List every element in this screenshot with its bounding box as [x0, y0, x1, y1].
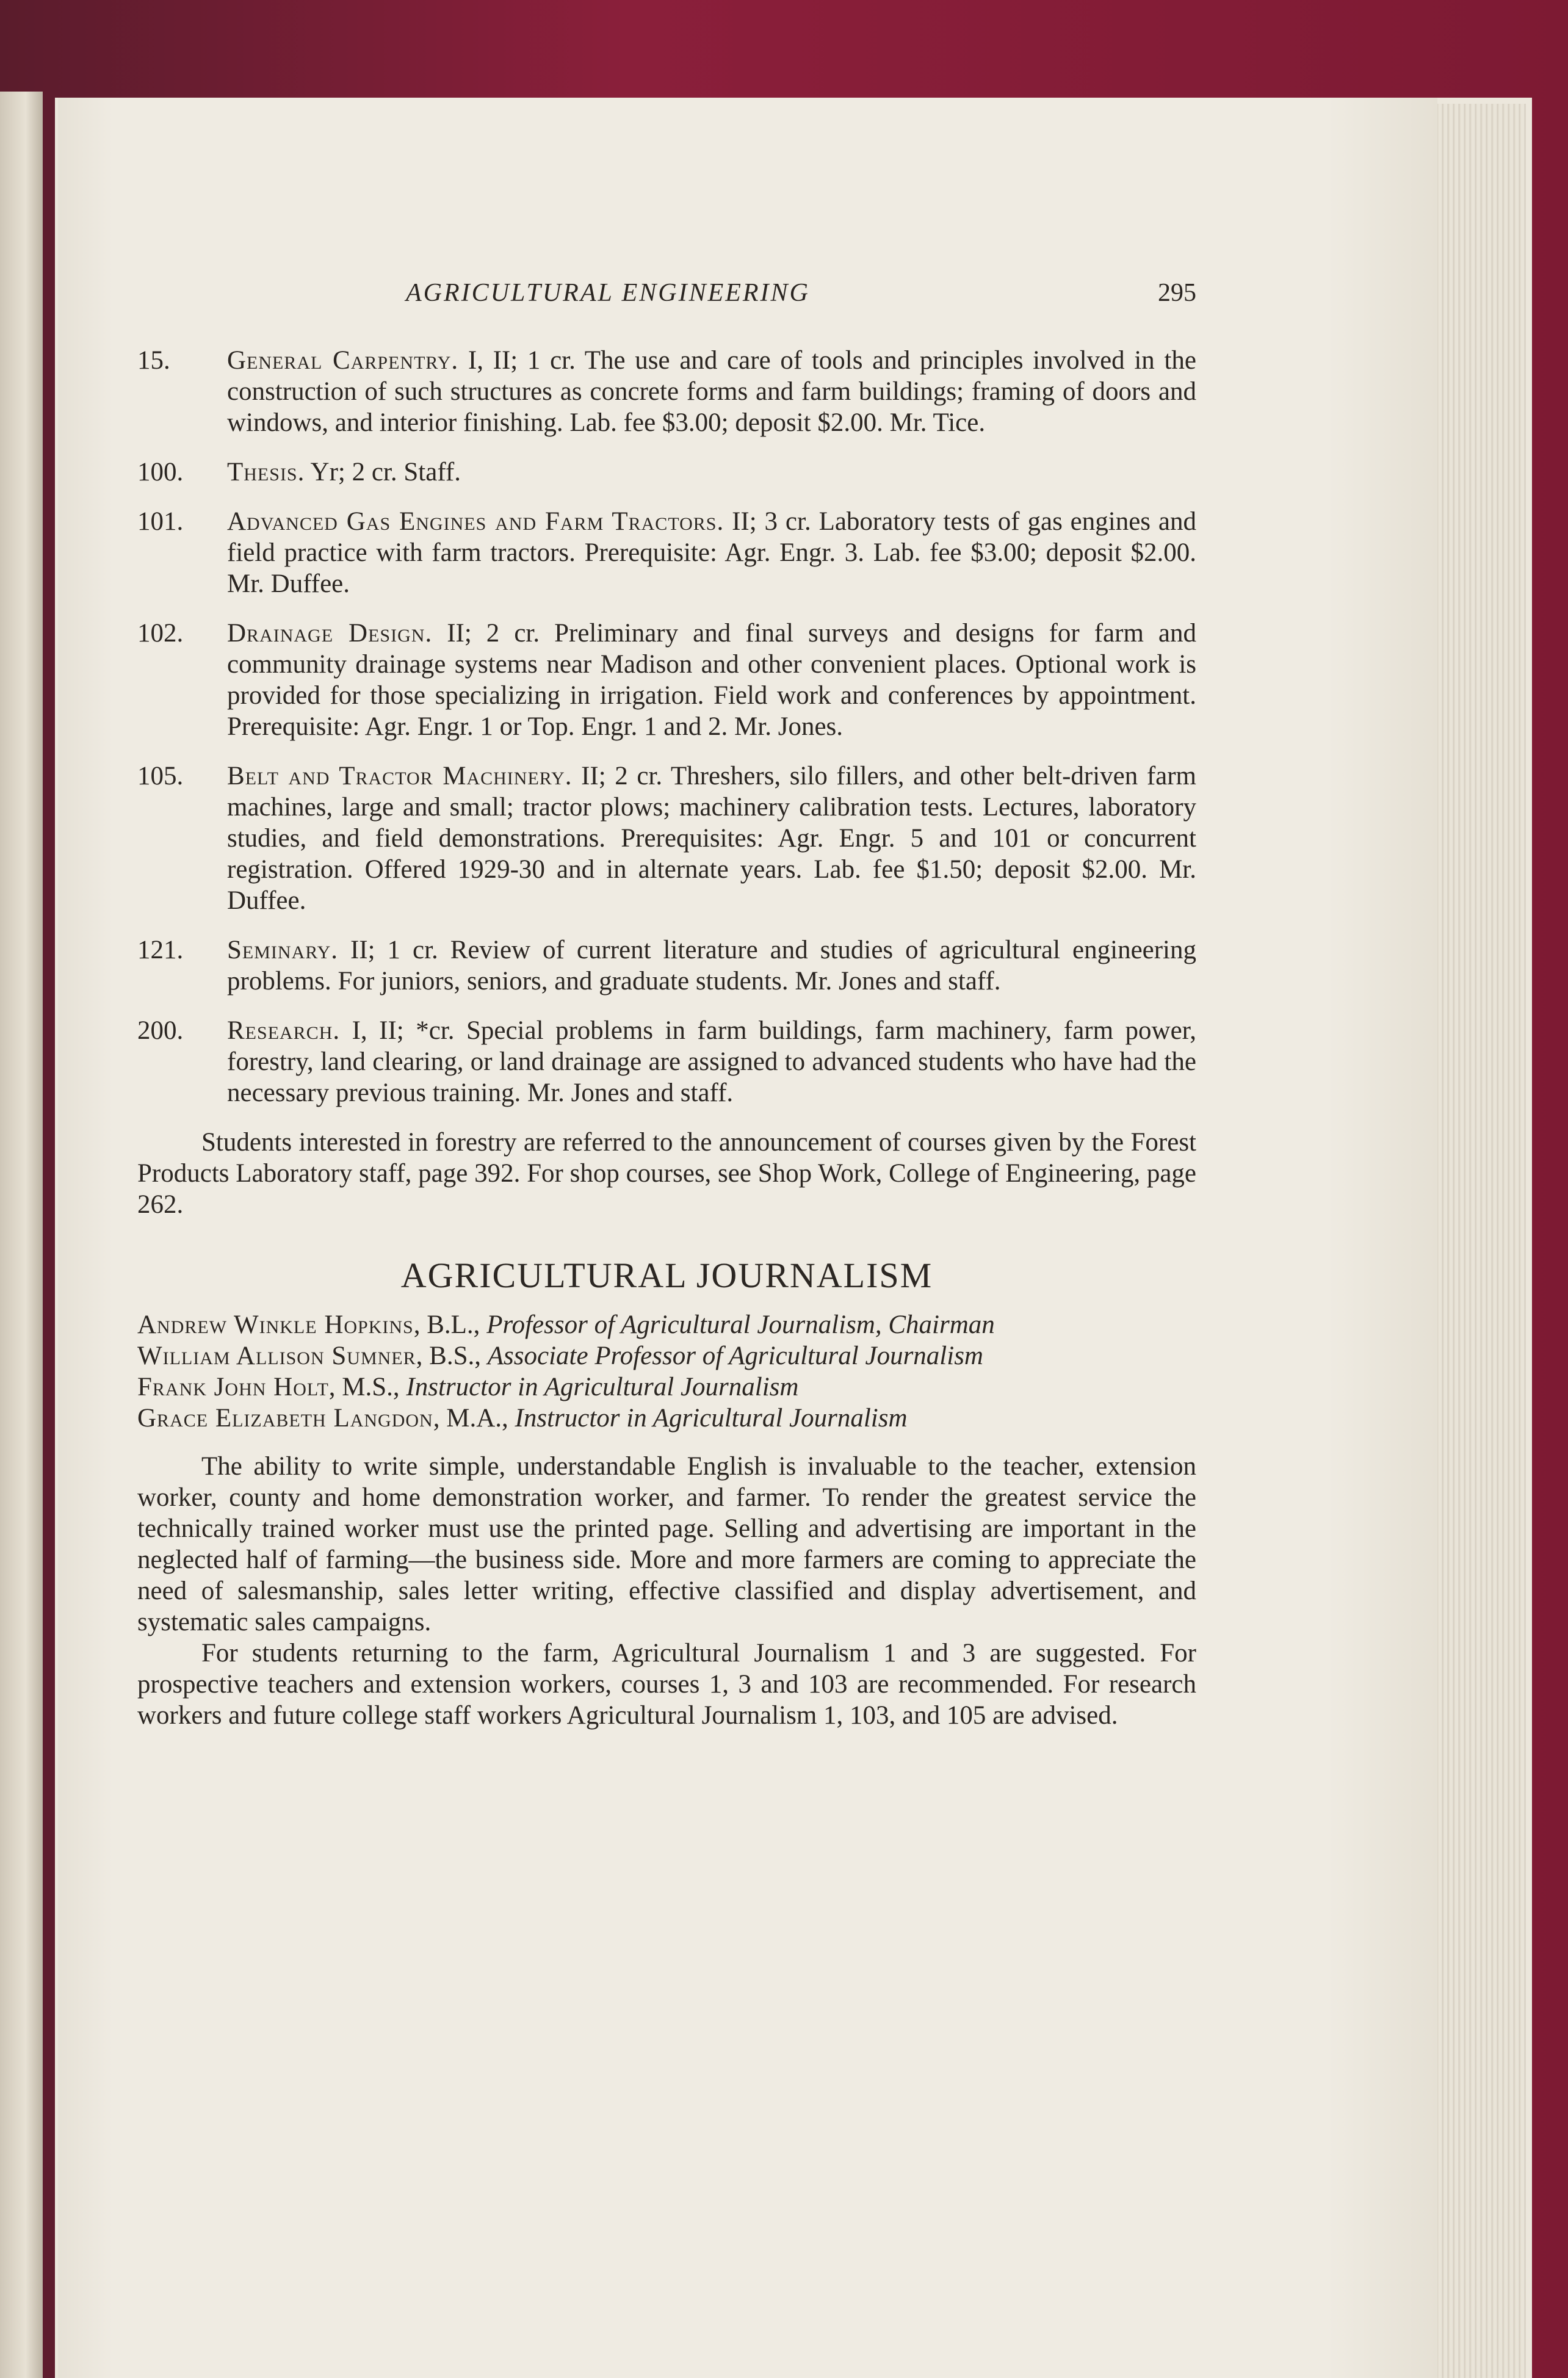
staff-entry [137, 1309, 1196, 1340]
course-number: 100. [137, 458, 184, 486]
staff-entry [137, 1403, 1196, 1434]
course-number: 15. [137, 346, 170, 375]
course-title: Drainage Design. [227, 619, 433, 648]
course-description: I, II; *cr. Special problems in farm buildings, farm machinery, farm power, forestry, land clearing, or land drainage are assigned to advanced students who have had the necessary previous training. Mr. Jones and staff. [227, 1016, 1197, 1107]
staff-name: Frank John Holt [137, 1373, 329, 1401]
course-title: General Carpentry. [227, 346, 459, 375]
staff-name: William Allison Sumner [137, 1342, 416, 1370]
course-title: Seminary. [227, 936, 339, 964]
intro-paragraph: For students returning to the farm, Agricultural Journalism 1 and 3 are suggested. For prospective teachers and extension workers, courses 1, 3 and 103 are recommended. For research workers and future college staff workers Agricultural Journalism 1, 103, and 105 are advised. [137, 1639, 1196, 1730]
staff-degree: , M.S., [328, 1373, 406, 1401]
staff-name: Grace Elizabeth Langdon [137, 1404, 433, 1433]
staff-list [137, 1309, 1196, 1434]
staff-title: Instructor in Agricultural Journalism [406, 1373, 799, 1401]
course-number: 102. [137, 619, 184, 648]
running-head [137, 278, 1196, 314]
course-entry [137, 1015, 1196, 1108]
course-description: II; 2 cr. Threshers, silo fillers, and other belt-driven farm machines, large and small; tractor plows; machinery calibration tests. Lectures, laboratory studies, and field demonstrations. Prerequisites: Agr. Engr. 5 and 101 or concurrent registration. Offered 1929-30 and in alternate years. Lab. fee $1.50; deposit $2.00. Mr. Duffee. [227, 762, 1196, 915]
forestry-note: Students interested in forestry are referred to the announcement of courses given by the Forest Products Laboratory staff, page 392. For shop courses, see Shop Work, College of Engineering, page 262. [137, 1128, 1196, 1219]
course-title: Thesis. [227, 458, 305, 486]
previous-page-edge [0, 92, 43, 2378]
course-description: II; 2 cr. Preliminary and final surveys and designs for farm and community drainage systems near Madison and other convenient places. Optional work is provided for those specializing in irrigation. Field work and conferences by appointment. Prerequisite: Agr. Engr. 1 or Top. Engr. 1 and 2. Mr. Jones. [227, 619, 1196, 741]
course-number: 105. [137, 762, 184, 790]
course-entry [137, 345, 1196, 438]
page-content [137, 278, 1196, 1731]
running-head-title: AGRICULTURAL ENGINEERING [406, 279, 810, 307]
course-entry [137, 934, 1196, 997]
staff-degree: , B.L., [413, 1310, 487, 1339]
staff-title: Professor of Agricultural Journalism, Chairman [486, 1310, 995, 1339]
intro-paragraph: The ability to write simple, understandable English is invaluable to the teacher, extension worker, county and home demonstration worker, and farmer. To render the greatest service the technically trained worker must use the printed page. Selling and advertising are important in the neglected half of farming—the business side. More and more farmers are coming to appreciate the need of salesmanship, sales letter writing, effective classified and display advertisement, and systematic sales campaigns. [137, 1452, 1196, 1636]
staff-degree: , M.A., [433, 1404, 515, 1433]
course-entry [137, 506, 1196, 599]
course-entry [137, 618, 1196, 742]
course-entry [137, 761, 1196, 916]
staff-entry [137, 1340, 1196, 1372]
staff-title: Associate Professor of Agricultural Journalism [487, 1342, 983, 1370]
course-title: Belt and Tractor Machinery. [227, 762, 573, 790]
course-description: Yr; 2 cr. Staff. [310, 458, 461, 486]
course-description: II; 1 cr. Review of current literature and studies of agricultural engineering problems. For juniors, seniors, and graduate students. Mr. Jones and staff. [227, 936, 1197, 996]
course-entry [137, 457, 1196, 488]
course-number: 121. [137, 936, 184, 964]
course-title: Advanced Gas Engines and Farm Tractors. [227, 507, 724, 536]
course-description: I, II; 1 cr. The use and care of tools and principles involved in the construction of such structures as concrete forms and farm buildings; framing of doors and windows, and interior finishing. Lab. fee $3.00; deposit $2.00. Mr. Tice. [227, 346, 1197, 437]
page-number: 295 [1158, 279, 1196, 307]
staff-entry [137, 1372, 1196, 1403]
staff-degree: , B.S., [416, 1342, 488, 1370]
course-title: Research. [227, 1016, 341, 1045]
course-number: 200. [137, 1016, 184, 1045]
course-number: 101. [137, 507, 184, 536]
staff-name: Andrew Winkle Hopkins [137, 1310, 414, 1339]
course-description: II; 3 cr. Laboratory tests of gas engines and field practice with farm tractors. Prerequisite: Agr. Engr. 3. Lab. fee $3.00; deposit $2.00. Mr. Duffee. [227, 507, 1196, 598]
staff-title: Instructor in Agricultural Journalism [515, 1404, 908, 1433]
page-edges [1422, 104, 1526, 2378]
section-title: AGRICULTURAL JOURNALISM [400, 1256, 933, 1295]
